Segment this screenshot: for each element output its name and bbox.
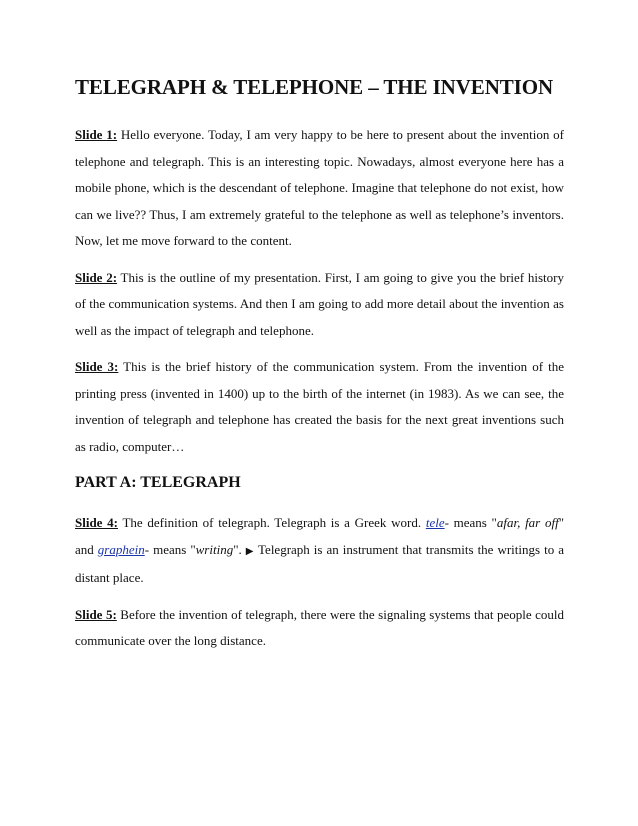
slide-5-label: Slide 5: [75, 606, 117, 622]
slide-4-text-4: - means " [144, 541, 196, 557]
slide-4-text-1: The definition of telegraph. Telegraph is a Greek word. [118, 515, 426, 530]
slide-3-label: Slide 3: [75, 359, 119, 374]
slide-1-label: Slide 1: [75, 127, 118, 142]
arrow-icon: ▶ [245, 545, 255, 557]
slide-4-text-3: " and [75, 515, 564, 557]
slide-4-label: Slide 4: [75, 515, 118, 530]
slide-4-italic-1: afar, far off [496, 515, 559, 530]
slide-4-paragraph [75, 510, 564, 592]
slide-4-italic-2: writing [195, 541, 234, 557]
part-a-heading: PART A: TELEGRAPH [75, 474, 241, 491]
slide-2-paragraph [75, 265, 564, 345]
slide-5-paragraph [75, 602, 564, 655]
slide-1-paragraph [75, 122, 564, 255]
slide-1-text: Hello everyone. Today, I am very happy to be here to present about the invention of telephone and telegraph. This is an interesting topic. Nowadays, almost everyone here has a mobile phone, which is the descendant of telephone. Imagine that telephone do not exist, how can we live?? Thus, I am extremely grateful to the telephone as well as telephone’s inventors. Now, let me move forward to the content. [75, 127, 564, 248]
slide-3-paragraph [75, 354, 564, 460]
slide-4-text-6: Telegraph is an instrument that transmits the writings to a distant place. [75, 541, 564, 585]
slide-4-text-5: ". [233, 541, 246, 557]
document-page [75, 72, 564, 665]
document-title: TELEGRAPH & TELEPHONE – THE INVENTION [75, 75, 554, 99]
tele-link[interactable]: tele [425, 515, 445, 530]
graphein-link[interactable]: graphein [97, 541, 145, 557]
slide-2-label: Slide 2: [75, 269, 118, 285]
slide-5-text: Before the invention of telegraph, there were the signaling systems that people could communicate over the long distance. [75, 606, 564, 648]
slide-2-text: This is the outline of my presentation. First, I am going to give you the brief history of the communication systems. And then I am going to add more detail about the invention as well as the impact of telegraph and telephone. [75, 269, 564, 338]
slide-4-text-2: - means " [444, 515, 497, 530]
slide-3-text: This is the brief history of the communication system. From the invention of the printing press (invented in 1400) up to the birth of the internet (in 1983). As we can see, the invention of telegraph and telephone has created the basis for the next great inventions such as radio, computer… [75, 359, 564, 454]
